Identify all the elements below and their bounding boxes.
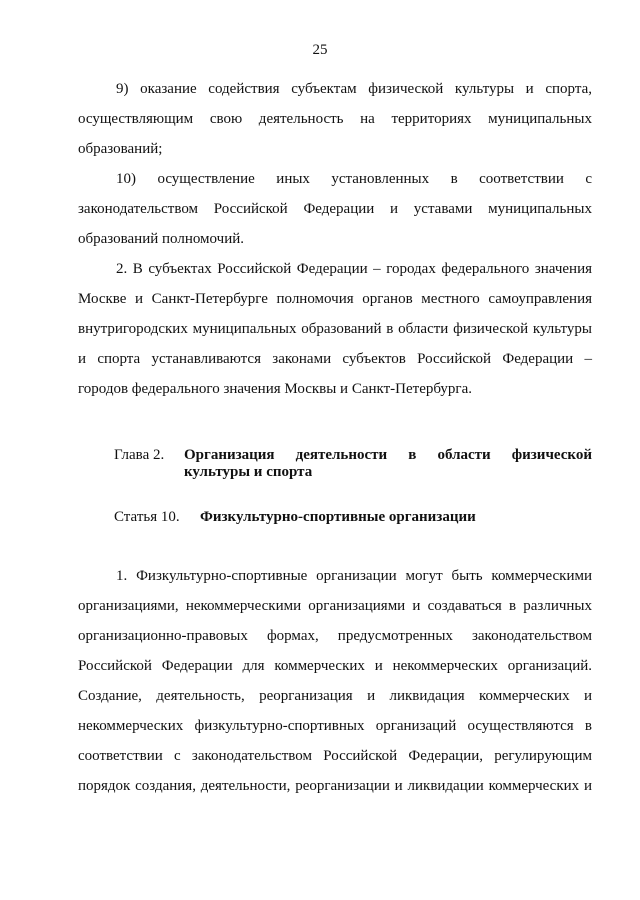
article-label: Статья 10. bbox=[114, 509, 180, 525]
paragraph-item-9: 9) оказание содействия субъектам физической культуры и спорта, осуществляющим свою деятельность на территориях муниципальных образований; bbox=[78, 81, 592, 157]
text-block-top bbox=[78, 74, 592, 404]
paragraph-article-10-part-1: 1. Физкультурно-спортивные организации могут быть коммерческими организациями, некоммерческими организациями и создаваться в различных организационно-правовых формах, предусмотренных законодательством Российской Федерации для коммерческих и некоммерческих организаций. Создание, деятельность, реорганизация и ликвидация коммерческих и некоммерческих физкультурно-спортивных организаций осуществляются в соответствии с законодательством Российской Федерации, регулирующим порядок создания, деятельности, реорганизации и ликвидации коммерческих и bbox=[78, 568, 592, 794]
chapter-title: Организация деятельности в области физической культуры и спорта bbox=[184, 447, 592, 480]
chapter-label: Глава 2. bbox=[114, 447, 165, 463]
chapter-heading bbox=[114, 447, 592, 481]
paragraph-item-10: 10) осуществление иных установленных в соответствии с законодательством Российской Федерации и уставами муниципальных образований полномочий. bbox=[78, 171, 592, 247]
article-heading bbox=[114, 507, 592, 527]
text-block-bottom bbox=[78, 561, 592, 801]
page-number: 25 bbox=[312, 42, 328, 58]
article-title: Физкультурно-спортивные организации bbox=[200, 509, 476, 525]
paragraph-part-2: 2. В субъектах Российской Федерации – городах федерального значения Москве и Санкт-Петербурге полномочия органов местного самоуправления внутригородских муниципальных образований в области физической культуры и спорта устанавливаются законами субъектов Российской Федерации – городов федерального значения Москвы и Санкт-Петербурга. bbox=[78, 261, 592, 397]
